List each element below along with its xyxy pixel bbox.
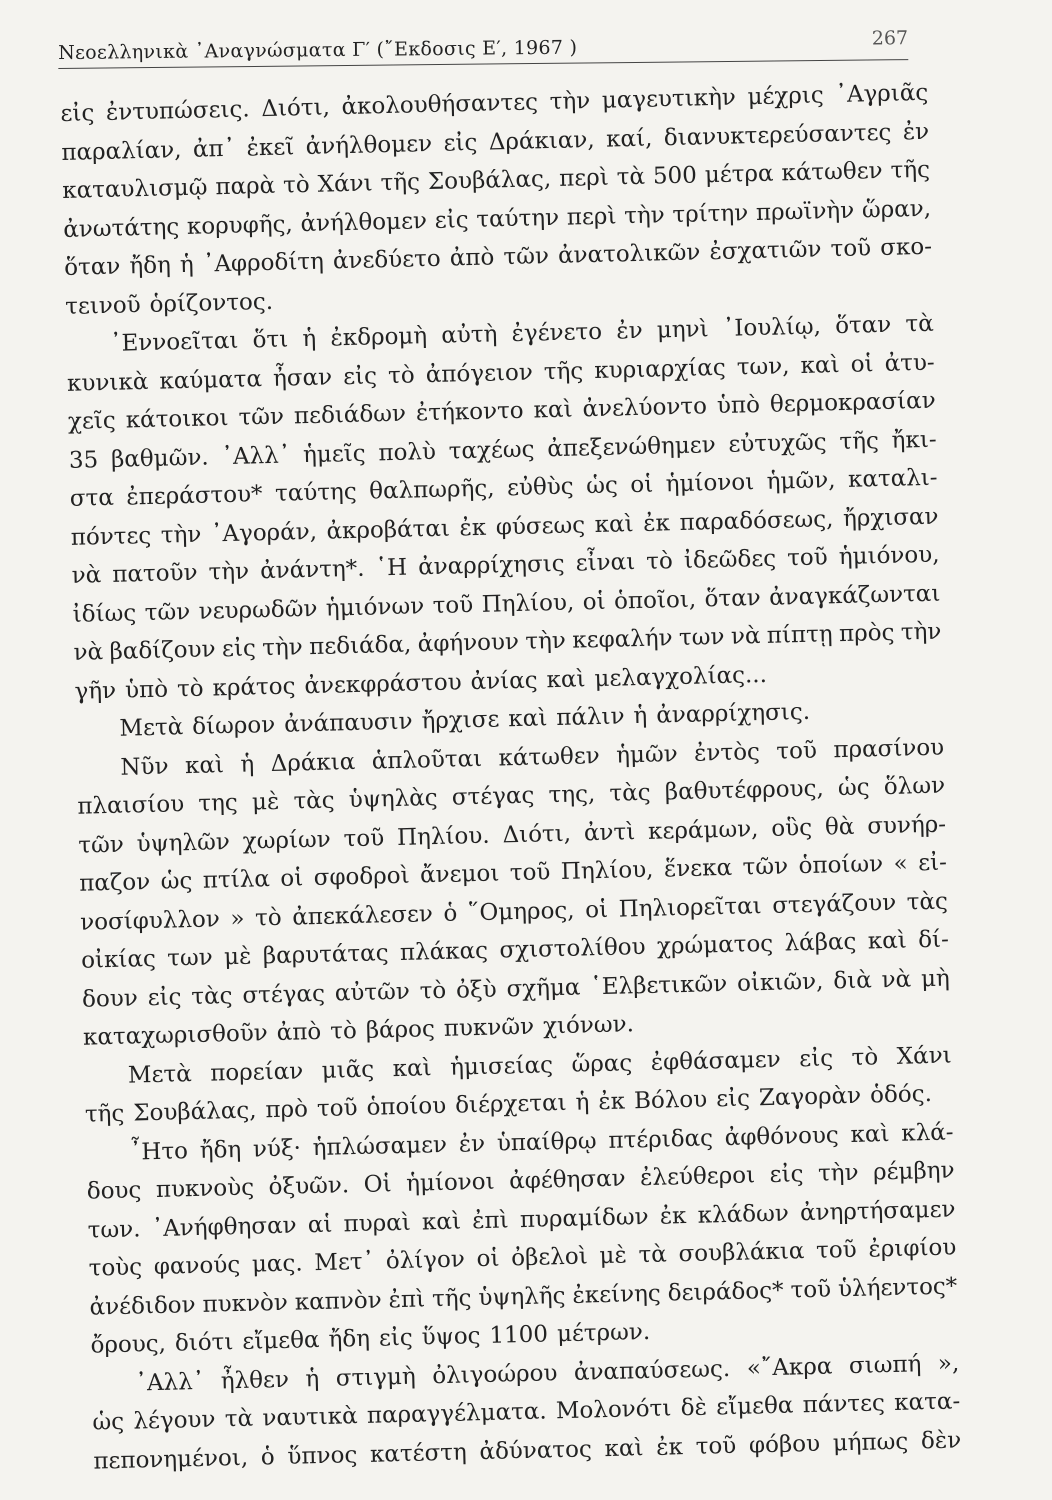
text-line: ἰδίως τῶν νευρωδῶν ἡμιόνων τοῦ Πηλίου, οἱ ὁποῖοι, ὅταν ἀναγκάζωνται	[72, 580, 941, 628]
text-line: πόντες τὴν ᾿Αγοράν, ἀκροβάται ἐκ φύσεως καὶ ἐκ παραδόσεως, ἤρχισαν	[70, 503, 939, 551]
text-line: τῆς Σουβάλας, πρὸ τοῦ ὁποίου διέρχεται ἡ ἐκ Βόλου εἰς Ζαγορὰν ὁδός.	[84, 1081, 933, 1128]
text-line: παζον ὡς πτίλα οἱ σφοδροὶ ἄνεμοι τοῦ Πηλίου, ἕνεκα τῶν ὁποίων « εἰ-	[78, 849, 948, 897]
text-line: εἰς ἐντυπώσεις. Διότι, ἀκολουθήσαντες τὴν μαγευτικὴν μέχρις ᾿Αγριᾶς	[60, 79, 929, 127]
text-line: ᾿Αλλ᾿ ἦλθεν ἡ στιγμὴ ὀλιγοώρου ἀναπαύσεως. «῎Ακρα σιωπή »,	[135, 1349, 960, 1397]
text-line: νὰ βαδίζουν εἰς τὴν πεδιάδα, ἀφήνουν τὴν κεφαλήν των νὰ πίπτῃ πρὸς τὴν	[73, 618, 942, 666]
text-line: γῆν ὑπὸ τὸ κράτος ἀνεκφράστου ἀνίας καὶ μελαγχολίας...	[74, 661, 768, 705]
text-line: οἰκίας των μὲ βαρυτάτας πλάκας σχιστολίθου χρώματος λάβας καὶ δί-	[80, 926, 950, 974]
text-line: τῶν ὑψηλῶν χωρίων τοῦ Πηλίου. Διότι, ἀντὶ κεράμων, οὓς θὰ συνήρ-	[78, 811, 947, 859]
text-line: ᾿Εννοεῖται ὅτι ἡ ἐκδρομὴ αὐτὴ ἐγένετο ἐν μηνὶ ᾿Ιουλίῳ, ὅταν τὰ	[109, 310, 935, 357]
text-line: δουν εἰς τὰς στέγας αὐτῶν τὸ ὀξὺ σχῆμα ῾Ελβετικῶν οἰκιῶν, διὰ νὰ μὴ	[81, 965, 951, 1013]
text-line: ῏Ητο ἤδη νύξ· ἡπλώσαμεν ἐν ὑπαίθρῳ πτέριδας ἀφθόνους καὶ κλά-	[129, 1118, 954, 1166]
text-line: ἀνωτάτης κορυφῆς, ἀνήλθομεν εἰς ταύτην περὶ τὴν τρίτην πρωϊνὴν ὥραν,	[62, 195, 932, 243]
text-line: δους πυκνοὺς ὀξυῶν. Οἱ ἡμίονοι ἀφέθησαν ἐλεύθεροι εἰς τὴν ρέμβην	[86, 1157, 955, 1205]
text-line: τοὺς φανούς μας. Μετ᾿ ὀλίγον οἱ ὀβελοὶ μὲ τὰ σουβλάκια τοῦ ἐριφίου	[88, 1234, 957, 1282]
text-line: των. ᾿Ανήφθησαν αἱ πυραὶ καὶ ἐπὶ πυραμίδων ἐκ κλάδων ἀνηρτήσαμεν	[87, 1195, 956, 1244]
text-line: Νῦν καὶ ἡ Δράκια ἁπλοῦται κάτωθεν ἡμῶν ἐντὸς τοῦ πρασίνου	[120, 734, 945, 781]
text-line: παραλίαν, ἀπ᾿ ἐκεῖ ἀνήλθομεν εἰς Δράκιαν, καί, διανυκτερεύσαντες ἐν	[61, 118, 930, 166]
page-number: 267	[871, 27, 909, 50]
text-line: 35 βαθμῶν. ᾿Αλλ᾿ ἡμεῖς πολὺ ταχέως ἀπεξενώθημεν εὐτυχῶς τῆς ἤκι-	[68, 426, 937, 474]
text-line: κυνικὰ καύματα ἦσαν εἰς τὸ ἀπόγειον τῆς κυριαρχίας των, καὶ οἱ ἀτυ-	[66, 349, 935, 397]
running-head	[58, 27, 908, 70]
text-line: νὰ πατοῦν τὴν ἀνάντη*. ῾Η ἀναρρίχησις εἶναι τὸ ἰδεῶδες τοῦ ἡμιόνου,	[71, 541, 940, 589]
text-line: ὄρους, διότι εἴμεθα ἤδη εἰς ὕψος 1100 μέτρων.	[90, 1318, 651, 1359]
text-line: καταυλισμῷ παρὰ τὸ Χάνι τῆς Σουβάλας, περὶ τὰ 500 μέτρα κάτωθεν τῆς	[62, 156, 931, 204]
text-line: Μετὰ πορείαν μιᾶς καὶ ἡμισείας ὥρας ἐφθάσαμεν εἰς τὸ Χάνι	[127, 1042, 952, 1089]
running-title: Νεοελληνικὰ ᾿Αναγνώσματα Γ′ (῎Εκδοσις Ε′, 1967 )	[58, 36, 578, 64]
text-line: ὅταν ἤδη ἡ ᾿Αφροδίτη ἀνεδύετο ἀπὸ τῶν ἀνατολικῶν ἐσχατιῶν τοῦ σκο-	[63, 233, 933, 281]
text-line: πεπονημένοι, ὁ ὕπνος κατέστη ἀδύνατος καὶ ἐκ τοῦ φόβου μήπως δὲν	[93, 1426, 962, 1475]
text-line: τεινοῦ ὁρίζοντος.	[64, 288, 274, 320]
body-text	[60, 74, 962, 1481]
text-line: στα ἐπεράστου* ταύτης θαλπωρῆς, εὐθὺς ὡς οἱ ἡμίονοι ἡμῶν, καταλι-	[69, 464, 938, 512]
text-line: νοσίφυλλον » τὸ ἀπεκάλεσεν ὁ ῞Ομηρος, οἱ Πηλιορεῖται στεγάζουν τὰς	[79, 888, 949, 936]
text-line: χεῖς κάτοικοι τῶν πεδιάδων ἐτήκοντο καὶ ἀνελύοντο ὑπὸ θερμοκρασίαν	[67, 387, 936, 435]
text-line: πλαισίου της μὲ τὰς ὑψηλὰς στέγας της, τὰς βαθυτέφρους, ὡς ὅλων	[77, 772, 946, 820]
text-line: Μετὰ δίωρον ἀνάπαυσιν ἤρχισε καὶ πάλιν ἡ ἀναρρίχησις.	[119, 698, 811, 742]
text-line: καταχωρισθοῦν ἀπὸ τὸ βάρος πυκνῶν χιόνων.	[82, 1011, 635, 1051]
text-line: ἀνέδιδον πυκνὸν καπνὸν ἐπὶ τῆς ὑψηλῆς ἐκείνης δειράδος* τοῦ ὑλήεντος*	[89, 1272, 958, 1321]
text-line: ὡς λέγουν τὰ ναυτικὰ παραγγέλματα. Μολονότι δὲ εἴμεθα πάντες κατα-	[92, 1388, 961, 1436]
